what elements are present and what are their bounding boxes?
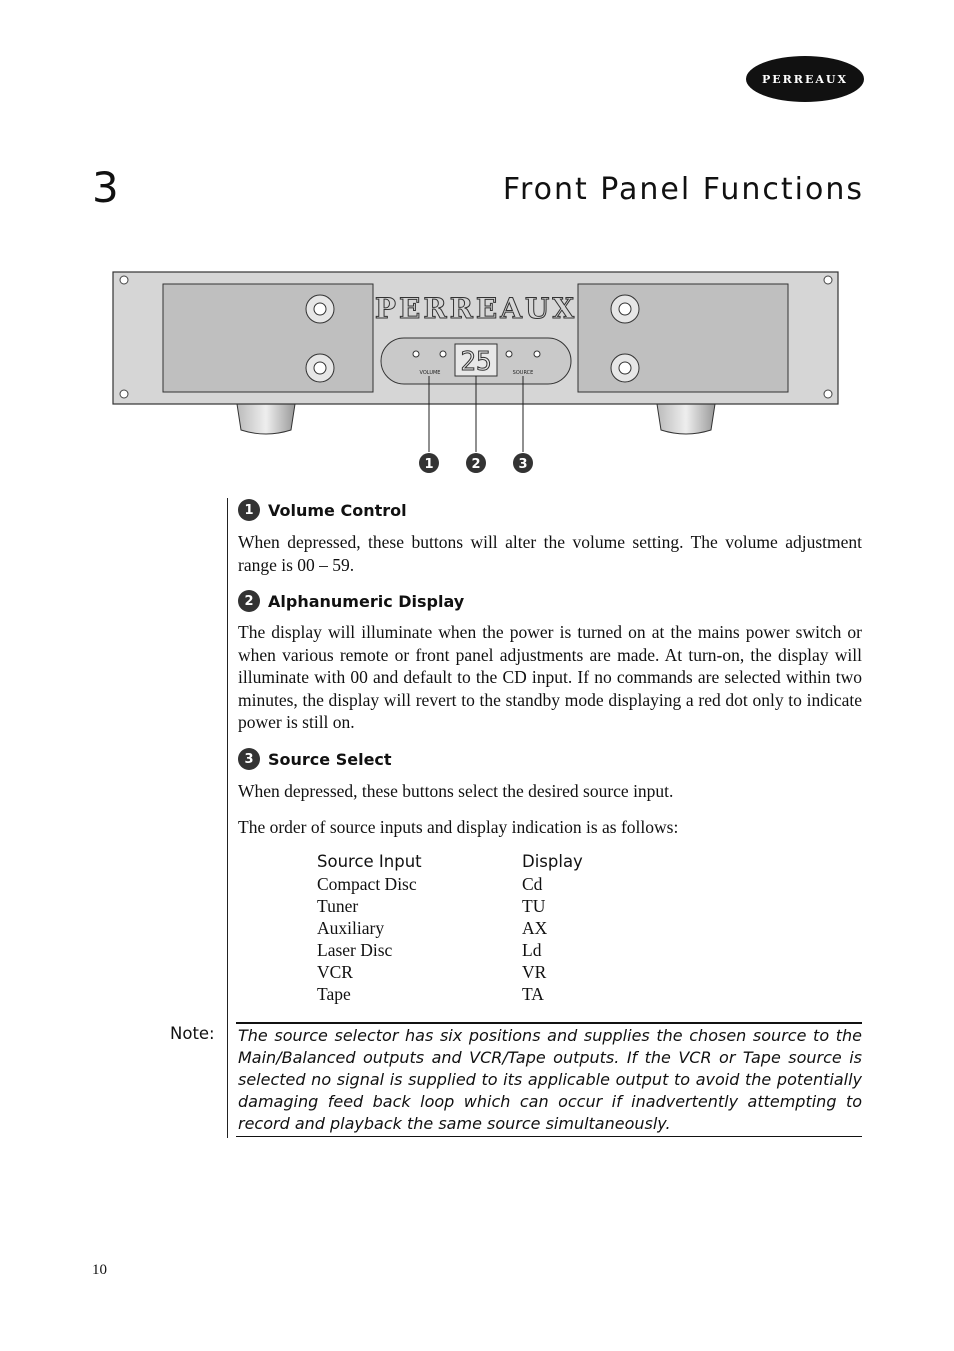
table-row (317, 918, 583, 940)
chapter-title: Front Panel Functions (502, 172, 864, 207)
display-cell: Ld (522, 940, 542, 960)
section-title: Volume Control (268, 500, 407, 520)
front-panel-diagram (110, 268, 842, 478)
section-paragraph: When depressed, these buttons select the desired source input. (238, 781, 674, 801)
rack-hole (824, 390, 832, 398)
display-cell: TA (522, 984, 544, 1004)
source-input-cell: Compact Disc (317, 874, 417, 894)
volume-label: VOLUME (419, 370, 441, 376)
section-title: Alphanumeric Display (268, 591, 465, 611)
source-up-button[interactable] (506, 351, 512, 357)
section-heading-source-select (238, 748, 392, 770)
source-display-table (317, 852, 583, 1006)
table-row (317, 962, 583, 984)
column-header: Display (522, 852, 583, 871)
display-cell: AX (522, 918, 548, 938)
source-input-cell: Tuner (317, 896, 359, 916)
brand-logo (746, 56, 864, 102)
table-row (317, 896, 583, 918)
section-heading-alphanumeric-display (238, 590, 464, 612)
source-input-cell: Laser Disc (317, 940, 393, 960)
volume-up-button[interactable] (413, 351, 419, 357)
right-handle (578, 284, 788, 392)
rack-hole (120, 390, 128, 398)
table-row (317, 874, 583, 896)
table-row (317, 940, 583, 962)
callout-number-1: 1 (424, 457, 434, 472)
source-input-cell: Tape (317, 984, 351, 1004)
chapter-number: 3 (92, 163, 119, 212)
source-input-cell: Auxiliary (317, 918, 385, 938)
source-label: SOURCE (512, 370, 534, 376)
table-header-row (317, 852, 583, 874)
note-text: The source selector has six positions and supplies the chosen source to the Main/Balanced outputs and VCR/Tape outputs. If the VCR or Tape source is selected no signal is supplied to its applicable output to avoid the potentially damaging feed back loop which can occur if inadvertently attempting to record and playback the same source simultaneously. (238, 1026, 862, 1133)
section-title: Source Select (268, 749, 392, 769)
section-paragraph: When depressed, these buttons will alter the volume setting. The volume adjustment range is 00 – 59. (238, 532, 862, 575)
section-paragraph: The display will illuminate when the power is turned on at the mains power switch or when various remote or front panel adjustments are made. At turn-on, the display will illuminate with 00 and default to the CD input. If no commands are selected within two minutes, the display will revert to the standby mode displaying a red dot only to indicate power is still on. (238, 622, 862, 732)
note-bottom-rule (236, 1136, 862, 1137)
source-input-cell: VCR (317, 962, 353, 982)
logo-text: PERREAUX (762, 72, 848, 86)
note-top-rule (236, 1022, 862, 1024)
panel-brand: PERREAUX (374, 292, 578, 325)
display-digits: 25 (460, 347, 492, 377)
section-number: 1 (238, 499, 260, 521)
display-cell: Cd (522, 874, 543, 894)
section-number: 3 (238, 748, 260, 770)
page-number: 10 (92, 1262, 107, 1278)
rack-hole (824, 276, 832, 284)
display-cell: VR (522, 962, 547, 982)
margin-rule (227, 498, 228, 1138)
section-number: 2 (238, 590, 260, 612)
left-foot (237, 404, 295, 434)
callout-number-2: 2 (471, 457, 481, 472)
section-paragraph: The order of source inputs and display indication is as follows: (238, 817, 679, 837)
callout-number-3: 3 (518, 457, 528, 472)
left-handle (163, 284, 373, 392)
table-row (317, 984, 583, 1006)
column-header: Source Input (317, 852, 422, 871)
note-label: Note: (170, 1024, 215, 1043)
rack-hole (120, 276, 128, 284)
display-cell: TU (522, 896, 546, 916)
section-heading-volume-control (238, 499, 407, 521)
source-down-button[interactable] (534, 351, 540, 357)
volume-down-button[interactable] (440, 351, 446, 357)
right-foot (657, 404, 715, 434)
